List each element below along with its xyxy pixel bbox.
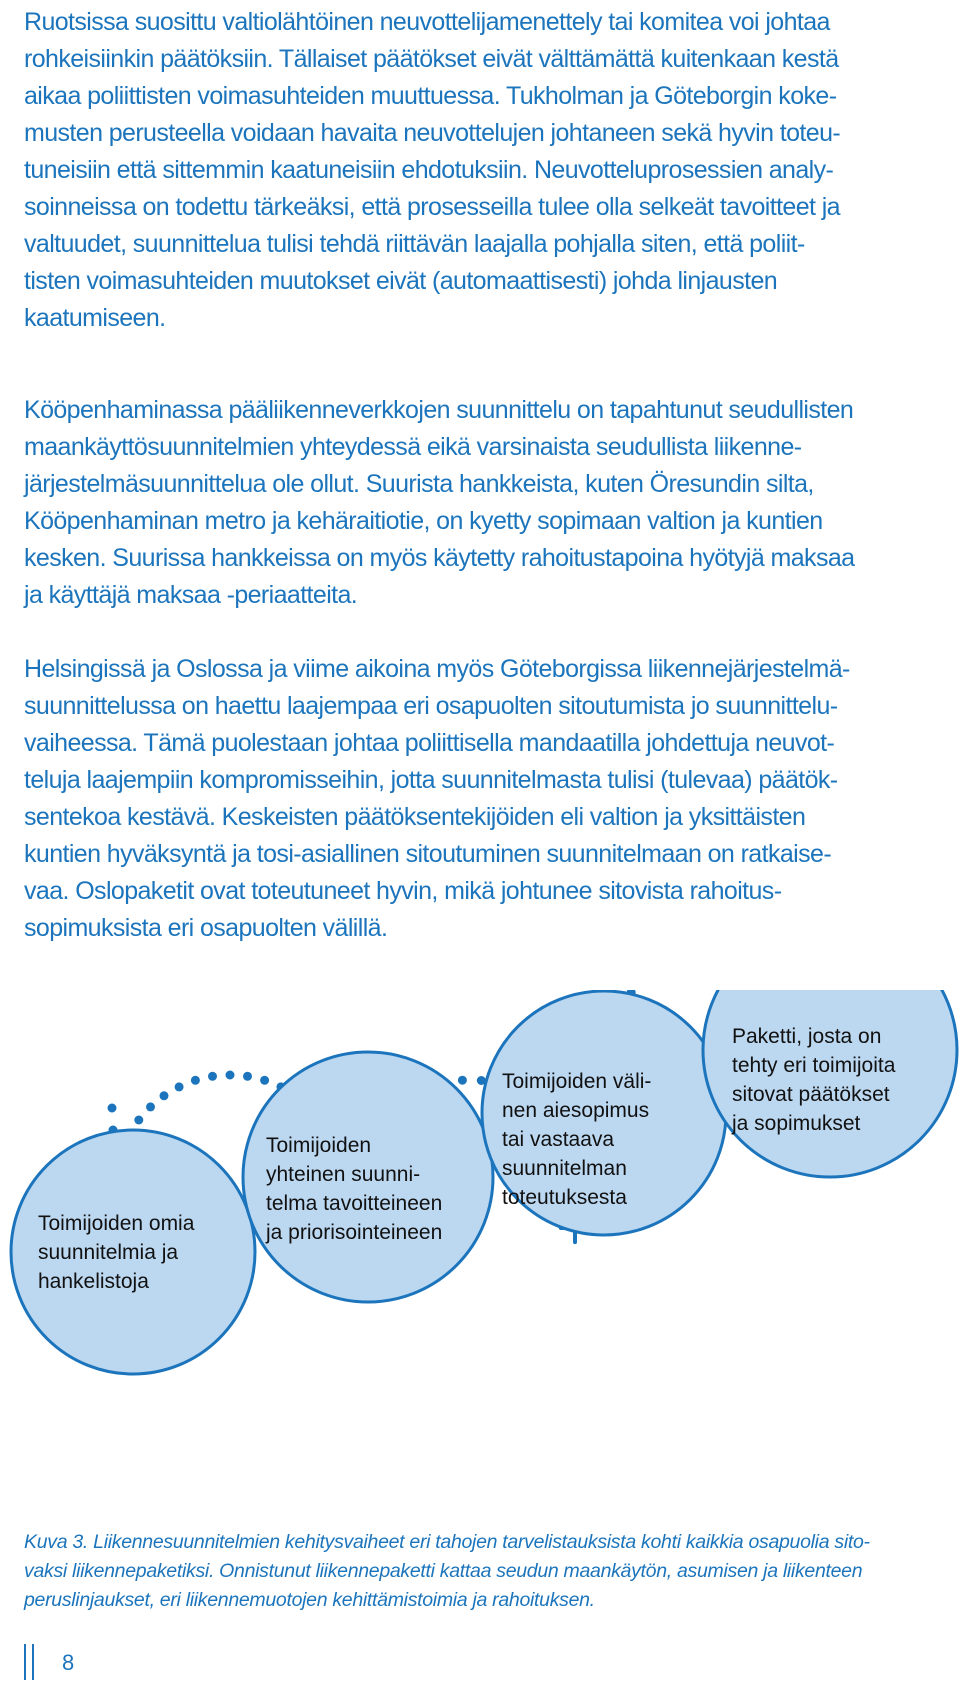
arc-dot <box>175 1082 184 1091</box>
arc-dot <box>191 1076 200 1085</box>
paragraph-2: Kööpenhaminassa pääliikenneverkkojen suunnittelu on tapahtunut seudullisten maankäyttösuunnitelmien yhteydessä eikä varsinaista seudullista liikenne- järjestelmäsuunnittelua ole ollut. Suurista hankkeista, kuten Öresundin silta, Kööpenhaminan metro ja kehäraitiotie, on kyetty sopimaan valtion ja kuntien kesken. Suurissa hankkeissa on myös käytetty rahoitustapoina hyötyjä maksaa ja käyttäjä maksaa -periaatteita. <box>24 396 855 609</box>
arc-dot <box>226 1071 235 1080</box>
arc-dot <box>208 1072 217 1081</box>
arc-dot <box>160 1091 169 1100</box>
stage-2 <box>243 1052 493 1302</box>
stage-label: Paketti, josta on tehty eri toimijoita sitovat päätökset ja sopimukset <box>732 1025 896 1135</box>
stage-3 <box>482 991 726 1235</box>
stage-label: Toimijoiden omia suunnitelmia ja hankelistoja <box>38 1212 195 1293</box>
stage-4 <box>703 990 957 1177</box>
arc-dot <box>260 1076 269 1085</box>
stage-circles <box>11 990 957 1374</box>
figure-caption: Kuva 3. Liikennesuunnitelmien kehitysvaiheet eri tahojen tarvelistauksista kohti kaikkia osapuolia sito- vaksi liikennepaketiksi. Onnistunut liikennepaketti kattaa seudun maankäytön, asumisen ja liikenteen peruslinjaukset, eri liikennemuotojen kehittämistoimia ja rahoituksen. <box>24 1531 870 1611</box>
lead-dot <box>108 1104 117 1113</box>
stages-diagram <box>0 990 960 1490</box>
stage-label: Toimijoiden yhteinen suunni-telma tavoitteineen ja priorisointeineen <box>266 1134 443 1244</box>
paragraph-3: Helsingissä ja Oslossa ja viime aikoina myös Göteborgissa liikennejärjestelmä- suunnittelussa on haettu laajempaa eri osapuolten sitoutumista jo suunnittelu- vaiheessa. Tämä puolestaan johtaa poliittisella mandaatilla johdettuja neuvot- teluja laajempiin kompromisseihin, jotta suunnitelmasta tulisi (tulevaa) päätök- sentekoa kestävä. Keskeisten päätöksentekijöiden eli valtion ja yksittäisten kuntien hyväksyntä ja tosi-asiallinen sitoutuminen suunnitelmaan on ratkaise- vaa. Oslopaketit ovat toteutuneet hyvin, mikä johtunee sitovista rahoitus- sopimuksista eri osapuolten välillä. <box>24 655 850 942</box>
arc-dot <box>458 1076 467 1085</box>
paragraph-1: Ruotsissa suosittu valtiolähtöinen neuvottelijamenettely tai komitea voi johtaa rohkeisiinkin päätöksiin. Tällaiset päätökset eivät välttämättä kuitenkaan kestä aikaa poliittisten voimasuhteiden muuttuessa. Tukholman ja Göteborgin koke- musten perusteella voidaan havaita neuvottelujen johtaneen sekä hyvin toteu- tuneisiin että sittemmin kaatuneisiin ehdotuksiin. Neuvotteluprosessien analy- soinneissa on todettu tärkeäksi, että prosesseilla tulee olla selkeät tavoitteet ja valtuudet, suunnittelua tulisi tehdä riittävän laajalla pohjalla siten, että poliit- tisten voimasuhteiden muutokset eivät (automaattisesti) johda linjausten kaatumiseen. <box>24 8 841 332</box>
page-rule <box>24 1644 34 1680</box>
arc-dot <box>146 1102 155 1111</box>
stage-label: Toimijoiden väli-nen aiesopimus tai vastaava suunnitelman toteutuksesta <box>502 1070 652 1209</box>
arc-dot <box>134 1116 143 1125</box>
stage-1 <box>11 1130 255 1374</box>
page-number: 8 <box>62 1650 75 1675</box>
arc-dot <box>243 1072 252 1081</box>
